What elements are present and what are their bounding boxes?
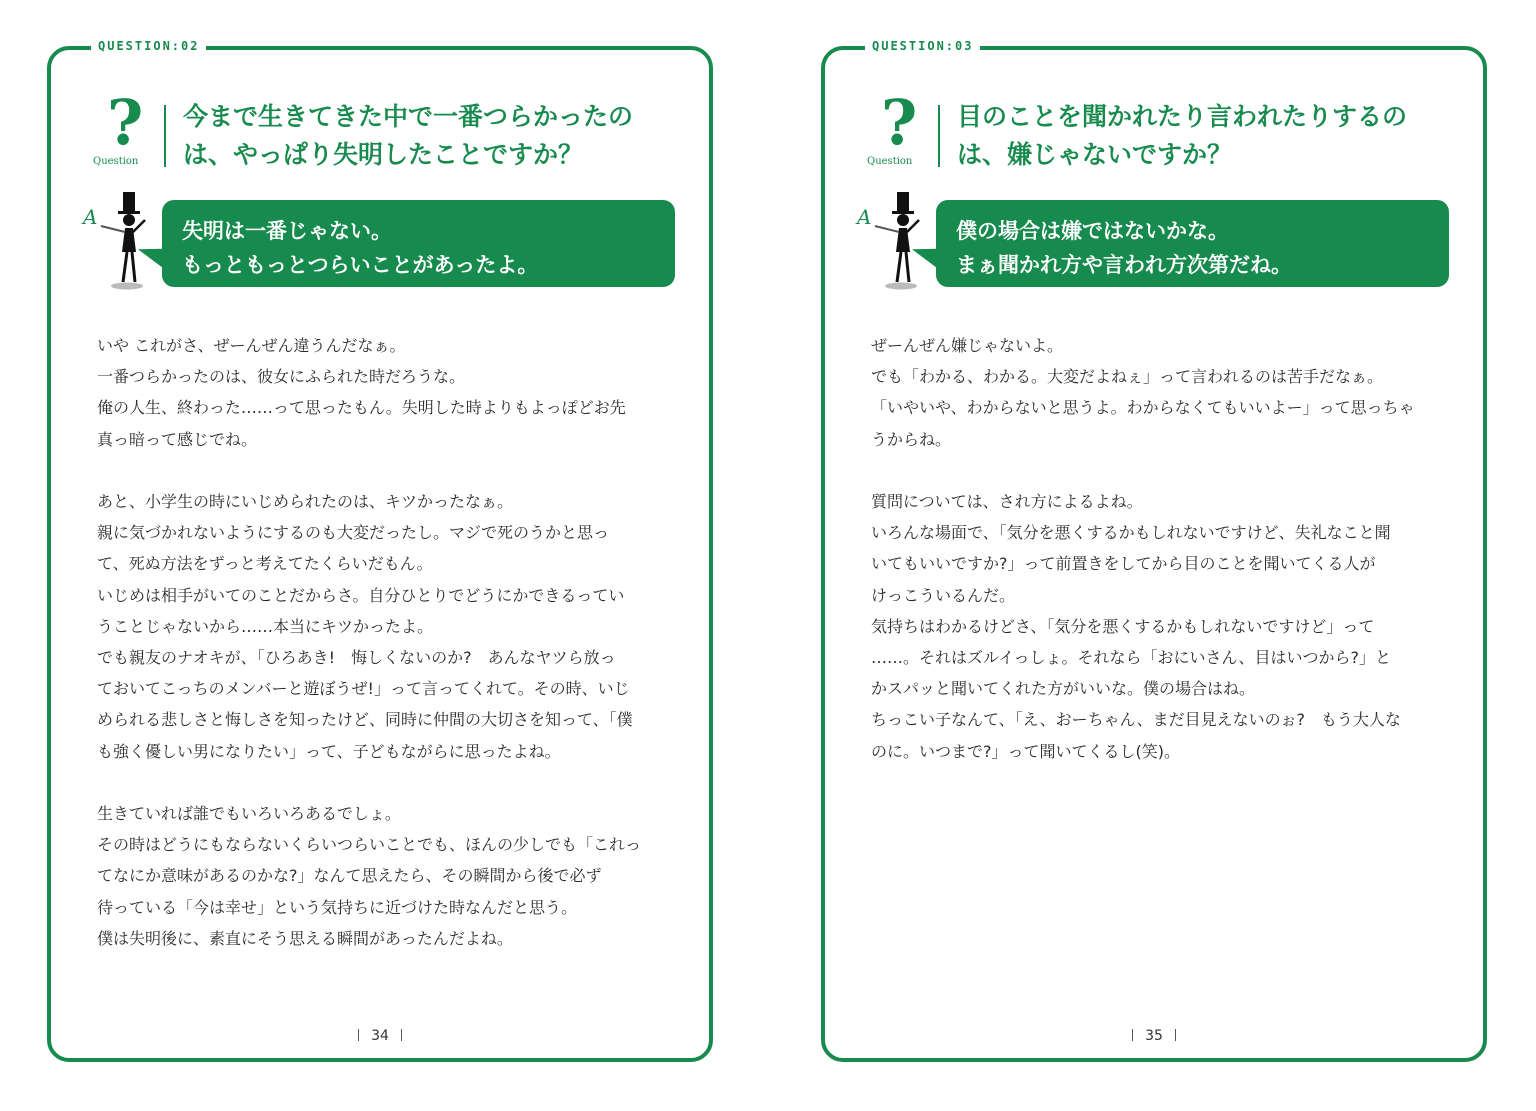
answer-line: 僕の場合は嫌ではないかな。 bbox=[956, 219, 1229, 243]
page-number-value: 35 bbox=[1145, 1028, 1163, 1044]
paragraph-spacer bbox=[871, 455, 1451, 486]
body-line: 俺の人生、終わった……って思ったもん。失明した時よりもよっぽどお先 bbox=[97, 398, 626, 418]
page-number-bar bbox=[401, 1029, 402, 1041]
question-title bbox=[183, 98, 683, 174]
page-left bbox=[47, 39, 713, 1062]
body-line: いてもいいですか?」って前置きをしてから目のことを聞いてくる人が bbox=[871, 554, 1376, 574]
answer-bubble bbox=[936, 200, 1449, 287]
body-line: 待っている「今は幸せ」という気持ちに近づけた時なんだと思う。 bbox=[97, 897, 578, 917]
body-line: ちっこい子なんて、「え、おーちゃん、まだ目見えないのぉ? もう大人な bbox=[871, 710, 1401, 730]
body-line: けっこういるんだ。 bbox=[871, 585, 1016, 605]
question-title bbox=[957, 98, 1457, 174]
question-label: QUESTION:03 bbox=[865, 39, 980, 53]
answer-line: 失明は一番じゃない。 bbox=[182, 219, 392, 243]
paragraph-spacer bbox=[97, 455, 677, 486]
question-title-line: 目のことを聞かれたり言われたりするの bbox=[957, 102, 1408, 131]
body-line: かスパッと聞いてくれた方がいいな。僕の場合はね。 bbox=[871, 679, 1256, 699]
body-line: のに。いつまで?」って聞いてくるし(笑)。 bbox=[871, 741, 1180, 761]
page-number-value: 34 bbox=[371, 1028, 389, 1044]
body-line: ……。それはズルイっしょ。それなら「おにいさん、目はいつから?」と bbox=[871, 648, 1392, 668]
body-line: でも「わかる、わかる。大変だよねぇ」って言われるのは苦手だなぁ。 bbox=[871, 367, 1384, 387]
question-glyph: ? bbox=[881, 86, 918, 159]
question-word: Question bbox=[93, 156, 139, 167]
body-line: 「いやいや、わからないと思うよ。わからなくてもいいよー」って思っちゃ bbox=[871, 398, 1415, 418]
question-mark-icon bbox=[93, 86, 149, 170]
body-line: められる悲しさと悔しさを知ったけど、同時に仲間の大切さを知って、「僕 bbox=[97, 710, 633, 730]
body-line: て、死ぬ方法をずっと考えてたくらいだもん。 bbox=[97, 554, 433, 574]
body-line: いや これがさ、ぜーんぜん違うんだなぁ。 bbox=[97, 336, 406, 355]
page-number-bar bbox=[1132, 1029, 1133, 1041]
body-line: 僕は失明後に、素直にそう思える瞬間があったんだよね。 bbox=[97, 928, 513, 948]
body-line: うからね。 bbox=[871, 429, 952, 449]
question-title-line: は、嫌じゃないですか？ bbox=[957, 140, 1233, 169]
body-line: ておいてこっちのメンバーと遊ぼうぜ!」って言ってくれて。その時、いじ bbox=[97, 679, 630, 699]
body-line: でも親友のナオキが、「ひろあき! 悔しくないのか? あんなヤツら放っ bbox=[97, 648, 616, 668]
question-title-line: は、やっぱり失明したことですか？ bbox=[183, 140, 584, 169]
paragraph-spacer bbox=[97, 767, 677, 798]
body-line: 気持ちはわかるけどさ、「気分を悪くするかもしれないですけど」って bbox=[871, 616, 1375, 636]
body-line: 親に気づかれないようにするのも大変だったし。マジで死のうかと思っ bbox=[97, 523, 610, 543]
question-label: QUESTION:02 bbox=[91, 39, 206, 53]
body-line: も強く優しい男になりたい」って、子どもながらに思ったよね。 bbox=[97, 741, 561, 761]
body-line: 生きていれば誰でもいろいろあるでしょ。 bbox=[97, 804, 401, 824]
body-line: あと、小学生の時にいじめられたのは、キツかったなぁ。 bbox=[97, 492, 514, 511]
answer-line: もっともっとつらいことがあったよ。 bbox=[182, 253, 539, 277]
body-line: その時はどうにもならないくらいつらいことでも、ほんの少しでも「これっ bbox=[97, 835, 642, 855]
body-line: てなにか意味があるのかな?」なんて思えたら、その瞬間から後で必ず bbox=[97, 866, 602, 886]
body-line: ぜーんぜん嫌じゃないよ。 bbox=[871, 336, 1064, 355]
title-divider bbox=[164, 105, 166, 167]
answer-mark: A bbox=[857, 205, 872, 229]
body-line: 一番つらかったのは、彼女にふられた時だろうな。 bbox=[97, 367, 466, 387]
question-title-line: 今まで生きてきた中で一番つらかったの bbox=[183, 102, 634, 131]
body-line: うことじゃないから……本当にキツかったよ。 bbox=[97, 616, 434, 636]
answer-mark: A bbox=[83, 205, 98, 229]
answer-line: まぁ聞かれ方や言われ方次第だね。 bbox=[956, 253, 1292, 277]
page-number bbox=[825, 1028, 1483, 1044]
body-line: 真っ暗って感じでね。 bbox=[97, 429, 258, 449]
body-line: いろんな場面で、「気分を悪くするかもしれないですけど、失礼なこと聞 bbox=[871, 523, 1391, 543]
page-number-bar bbox=[358, 1029, 359, 1041]
question-mark-icon bbox=[867, 86, 923, 170]
title-divider bbox=[938, 105, 940, 167]
body-line: 質問については、され方によるよね。 bbox=[871, 492, 1143, 511]
page-number-bar bbox=[1175, 1029, 1176, 1041]
answer-body bbox=[97, 330, 677, 954]
page-number bbox=[51, 1028, 709, 1044]
question-glyph: ? bbox=[107, 86, 144, 159]
page-right bbox=[821, 39, 1487, 1062]
question-word: Question bbox=[867, 156, 913, 167]
answer-bubble bbox=[162, 200, 675, 287]
body-line: いじめは相手がいてのことだからさ。自分ひとりでどうにかできるってい bbox=[97, 585, 625, 605]
answer-body bbox=[871, 330, 1451, 767]
